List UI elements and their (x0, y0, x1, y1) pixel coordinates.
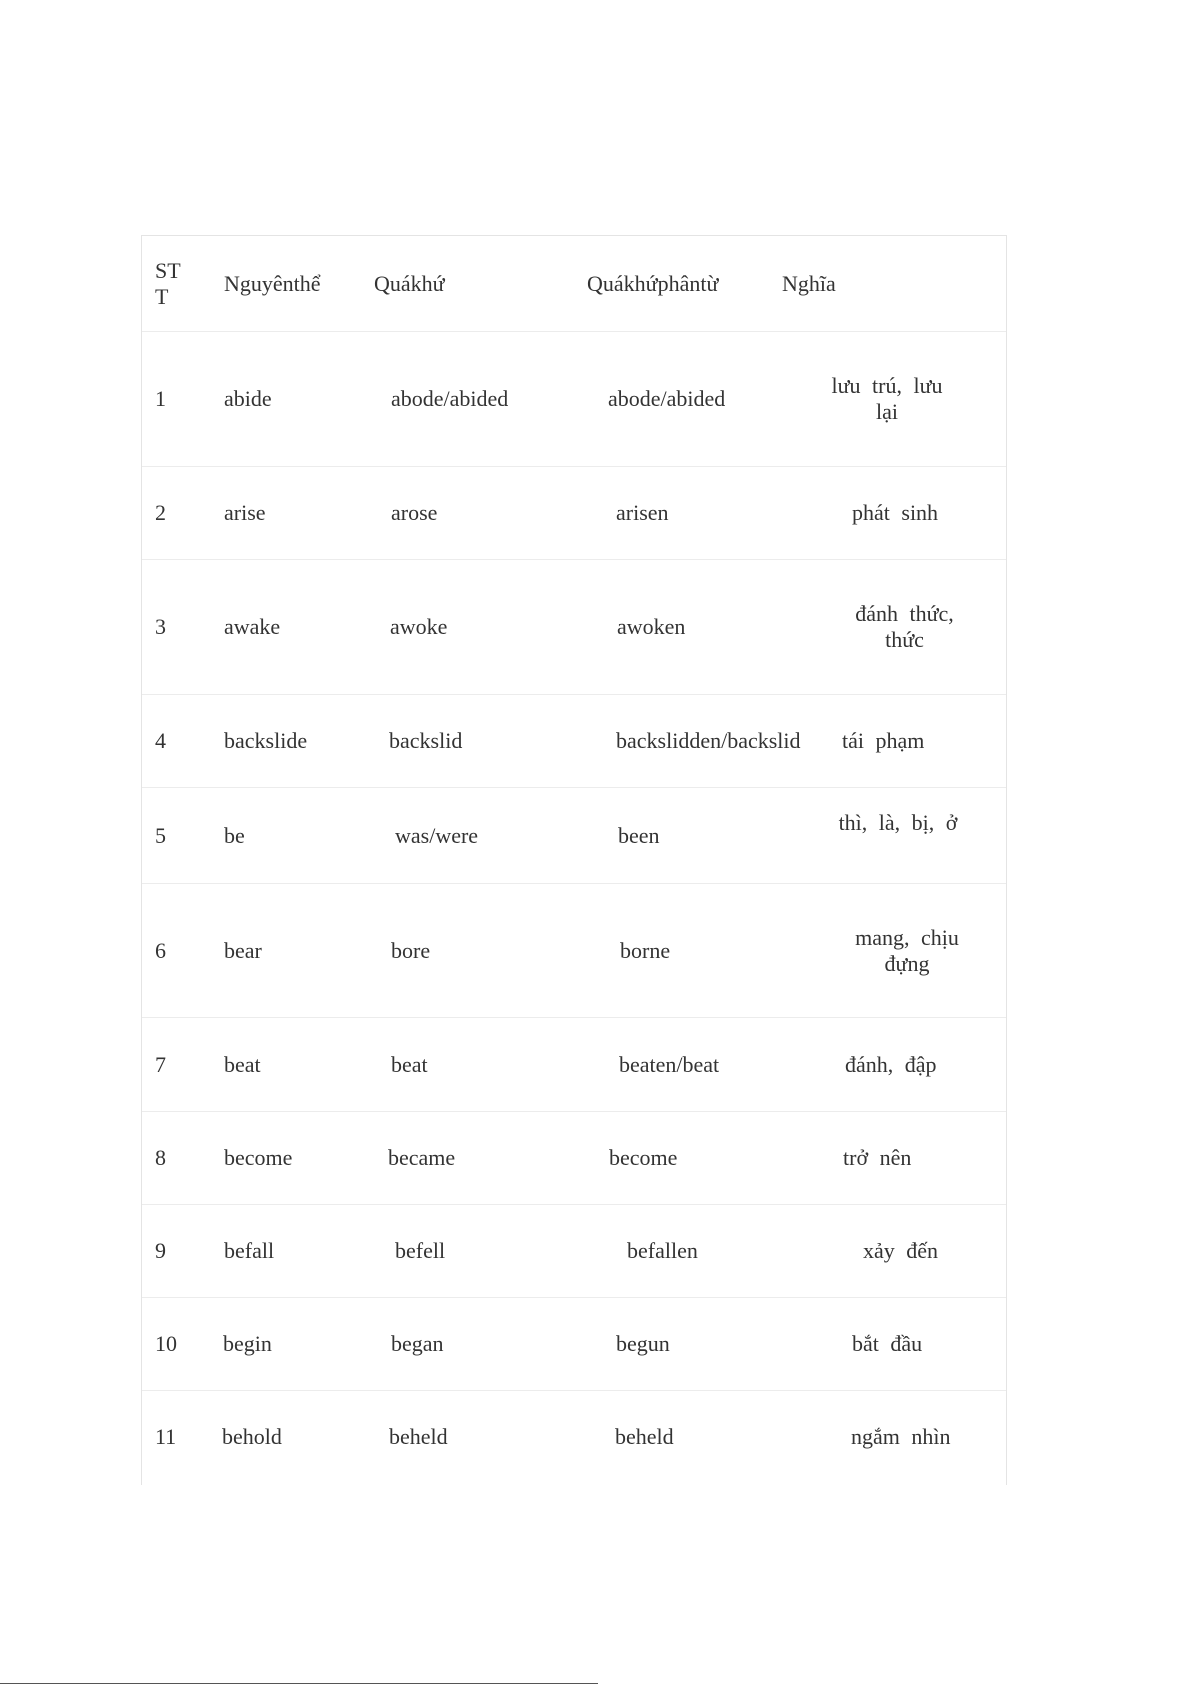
cell-meaning: tái phạm (842, 728, 925, 753)
table-row (142, 1112, 1006, 1205)
cell-participle: arisen (616, 500, 669, 525)
cell-base: behold (222, 1424, 282, 1449)
cell-past: beat (391, 1052, 428, 1077)
table-header-row (142, 236, 1006, 332)
cell-base: arise (224, 500, 266, 525)
cell-participle: abode/abided (608, 386, 726, 411)
table-row (142, 695, 1006, 788)
cell-stt: 1 (155, 386, 166, 411)
cell-past: befell (395, 1238, 446, 1263)
cell-past: abode/abided (391, 386, 509, 411)
table-row (142, 1298, 1006, 1391)
cell-stt: 5 (155, 823, 166, 848)
cell-base: be (224, 823, 245, 848)
header-meaning: Nghĩa (782, 271, 836, 296)
cell-past: arose (391, 500, 438, 525)
cell-participle: backslidden/backslid (616, 728, 801, 753)
cell-stt: 6 (155, 938, 166, 963)
cell-meaning: mang, chịu đựng (855, 925, 959, 976)
cell-meaning: đánh, đập (845, 1052, 937, 1077)
cell-meaning: lưu trú, lưu lại (831, 373, 943, 424)
table-row (142, 884, 1006, 1018)
cell-base: befall (224, 1238, 275, 1263)
verb-table (141, 235, 1007, 1485)
cell-past: was/were (395, 823, 479, 848)
cell-base: backslide (224, 728, 308, 753)
table-row (142, 332, 1006, 467)
cell-stt: 3 (155, 614, 166, 639)
cell-meaning: thì, là, bị, ở (838, 810, 958, 835)
header-past: Quákhứ (374, 271, 445, 296)
cell-stt: 10 (155, 1331, 177, 1356)
cell-participle: befallen (627, 1238, 698, 1263)
cell-base: abide (224, 386, 272, 411)
cell-base: begin (223, 1331, 272, 1356)
cell-participle: beheld (615, 1424, 674, 1449)
table-row (142, 560, 1006, 695)
header-base-form: Nguyênthể (224, 271, 321, 296)
cell-past: awoke (390, 614, 448, 639)
cell-stt: 8 (155, 1145, 166, 1170)
table-row (142, 1018, 1006, 1112)
table-row (142, 788, 1006, 884)
cell-base: awake (224, 614, 281, 639)
cell-stt: 11 (155, 1424, 177, 1449)
cell-base: beat (224, 1052, 261, 1077)
cell-participle: awoken (617, 614, 686, 639)
cell-past: began (391, 1331, 444, 1356)
header-stt: ST T (155, 258, 181, 309)
cell-participle: become (609, 1145, 678, 1170)
cell-participle: borne (620, 938, 671, 963)
cell-stt: 9 (155, 1238, 166, 1263)
cell-past: bore (391, 938, 431, 963)
table-row (142, 467, 1006, 560)
cell-past: became (388, 1145, 456, 1170)
cell-meaning: trở nên (843, 1145, 912, 1170)
cell-participle: beaten/beat (619, 1052, 720, 1077)
cell-meaning: đánh thức, thức (855, 601, 954, 652)
cell-past: backslid (389, 728, 463, 753)
header-past-participle: Quákhứphântừ (587, 271, 719, 296)
cell-meaning: ngắm nhìn (851, 1424, 951, 1449)
cell-stt: 2 (155, 500, 166, 525)
cell-participle: been (618, 823, 660, 848)
cell-meaning: xảy đến (863, 1238, 939, 1263)
table-row (142, 1391, 1006, 1486)
cell-meaning: phát sinh (852, 500, 939, 525)
cell-stt: 7 (155, 1052, 166, 1077)
cell-meaning: bắt đầu (852, 1331, 923, 1356)
cell-past: beheld (389, 1424, 448, 1449)
cell-stt: 4 (155, 728, 166, 753)
cell-base: become (224, 1145, 293, 1170)
table-row (142, 1205, 1006, 1298)
cell-base: bear (224, 938, 262, 963)
cell-participle: begun (616, 1331, 670, 1356)
footnote-separator (0, 1683, 598, 1684)
